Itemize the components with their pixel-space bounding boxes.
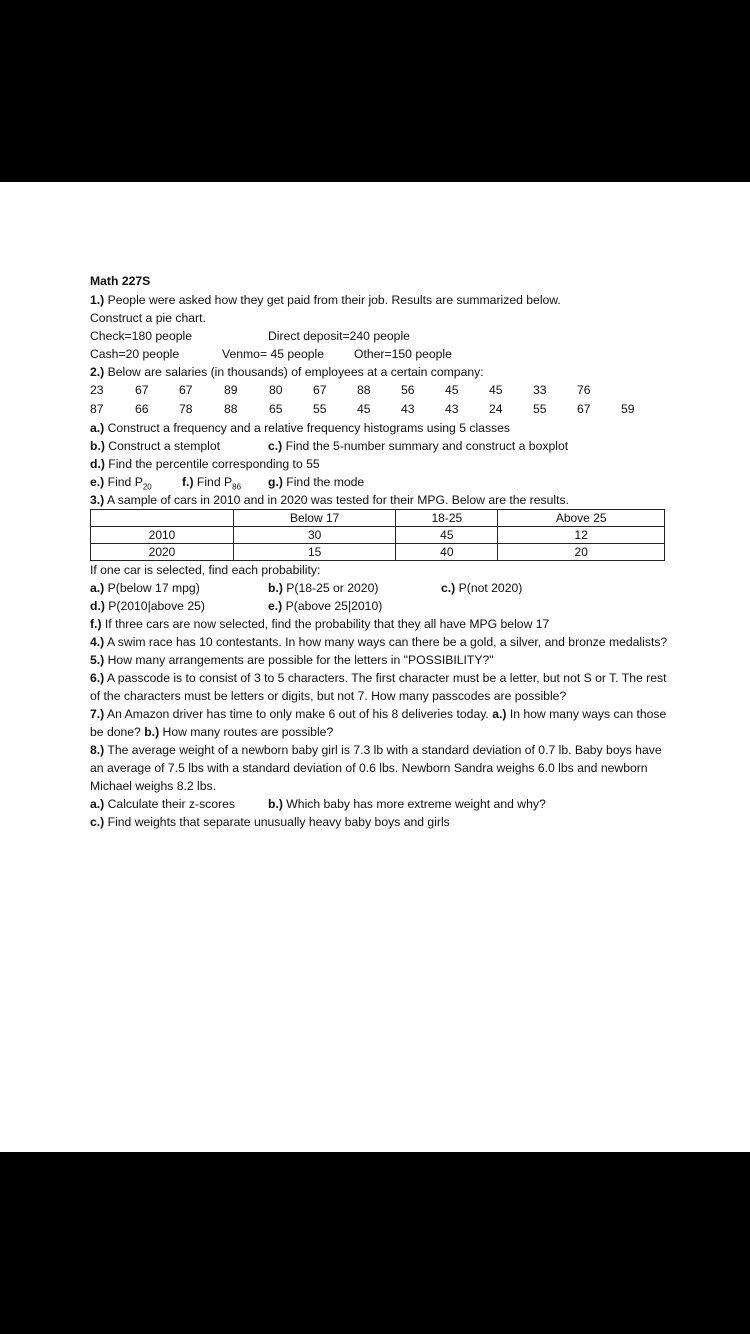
q2-part-bc: b.) Construct a stemplot c.) Find the 5-number summary and construct a boxplot xyxy=(90,439,569,453)
table-row-label: 2010 xyxy=(91,527,234,544)
salary-value: 43 xyxy=(401,402,415,416)
question-8: 8.) The average weight of a newborn baby girl is 7.3 lb with a standard deviation of 0.7 lb. Baby boys have an average of 7.5 lbs with a standard deviation of 0.6 lbs. Newborn Sandra weighs 6.0 lbs and newborn Michael weighs 8.2 lbs. xyxy=(90,743,662,793)
q1-text: People were asked how they get paid from their job. Results are summarized below. xyxy=(107,293,561,307)
q2-part-d: d.) Find the percentile corresponding to 55 xyxy=(90,457,320,471)
q3-text: A sample of cars in 2010 and in 2020 was tested for their MPG. Below are the results. xyxy=(106,493,569,507)
table-header-cell: Above 25 xyxy=(498,510,665,527)
q3-parts-de: d.) P(2010|above 25) e.) P(above 25|2010) xyxy=(90,599,383,613)
salary-value: 67 xyxy=(313,383,327,397)
salary-row-1 xyxy=(90,381,670,400)
salary-value: 67 xyxy=(577,402,591,416)
salary-value: 80 xyxy=(269,383,283,397)
question-3: 3.) A sample of cars in 2010 and in 2020 was tested for their MPG. Below are the results. xyxy=(90,493,569,507)
table-header-cell: 18-25 xyxy=(396,510,498,527)
table-cell: 45 xyxy=(396,527,498,544)
table-cell: 20 xyxy=(498,544,665,561)
table-cell: 12 xyxy=(498,527,665,544)
salary-value: 59 xyxy=(621,402,635,416)
salary-value: 45 xyxy=(445,383,459,397)
salary-value: 24 xyxy=(489,402,503,416)
worksheet-content xyxy=(90,272,670,831)
salary-value: 78 xyxy=(179,402,193,416)
q2-text: Below are salaries (in thousands) of employees at a certain company: xyxy=(107,365,484,379)
q1-cash: Cash=20 people xyxy=(90,347,180,361)
question-7: 7.) An Amazon driver has time to only make 6 out of his 8 deliveries today. a.) In how many ways can those be done? b.) How many routes are possible? xyxy=(90,707,667,739)
table-header-cell: Below 17 xyxy=(234,510,396,527)
question-4: 4.) A swim race has 10 contestants. In how many ways can there be a gold, a silver, and bronze medalists? xyxy=(90,635,668,649)
salary-value: 76 xyxy=(577,383,591,397)
salary-value: 45 xyxy=(489,383,503,397)
question-5: 5.) How many arrangements are possible for the letters in "POSSIBILITY?" xyxy=(90,653,494,667)
q3-part-f: f.) If three cars are now selected, find the probability that they all have MPG below 17 xyxy=(90,617,550,631)
salary-row-2 xyxy=(90,400,670,419)
q8-parts-ab: a.) Calculate their z-scores b.) Which baby has more extreme weight and why? xyxy=(90,797,546,811)
salary-value: 66 xyxy=(135,402,149,416)
table-row-label: 2020 xyxy=(91,544,234,561)
q2-part-efg: e.) Find $P_{20}$ f.) Find $P_{86}$ g.) Find the mode xyxy=(90,475,365,492)
question-1: 1.) People were asked how they get paid from their job. Results are summarized below. xyxy=(90,293,561,307)
salary-value: 88 xyxy=(357,383,371,397)
table-cell: 40 xyxy=(396,544,498,561)
salary-value: 43 xyxy=(445,402,459,416)
table-corner-cell xyxy=(91,510,234,527)
salary-value: 65 xyxy=(269,402,283,416)
page-title: Math 227S xyxy=(90,274,151,288)
table-row xyxy=(91,527,665,544)
q1-text2: Construct a pie chart. xyxy=(90,311,206,325)
table-header-row xyxy=(91,510,665,527)
q3-prompt: If one car is selected, find each probability: xyxy=(90,563,321,577)
q1-venmo: Venmo= 45 people xyxy=(222,347,324,361)
salary-value: 88 xyxy=(224,402,238,416)
table-cell: 30 xyxy=(234,527,396,544)
q1-other: Other=150 people xyxy=(354,347,452,361)
q8-part-c: c.) Find weights that separate unusually heavy baby boys and girls xyxy=(90,815,450,829)
q1-direct-deposit: Direct deposit=240 people xyxy=(268,329,410,343)
salary-value: 89 xyxy=(224,383,238,397)
salary-value: 56 xyxy=(401,383,415,397)
table-cell: 15 xyxy=(234,544,396,561)
salary-value: 67 xyxy=(135,383,149,397)
salary-value: 45 xyxy=(357,402,371,416)
q1-check: Check=180 people xyxy=(90,329,192,343)
salary-value: 87 xyxy=(90,402,104,416)
salary-value: 55 xyxy=(313,402,327,416)
worksheet-page xyxy=(0,182,750,1152)
q3-parts-abc: a.) P(below 17 mpg) b.) P(18-25 or 2020) c.) P(not 2020) xyxy=(90,581,523,595)
table-row xyxy=(91,544,665,561)
q2-part-a: a.) Construct a frequency and a relative frequency histograms using 5 classes xyxy=(90,421,511,435)
question-6: 6.) A passcode is to consist of 3 to 5 characters. The first character must be a letter, but not S or T. The rest of the characters must be letters or digits, but not 7. How many passcodes are possible? xyxy=(90,671,667,703)
mpg-table xyxy=(90,509,665,561)
salary-value: 67 xyxy=(179,383,193,397)
question-2: 2.) Below are salaries (in thousands) of employees at a certain company: xyxy=(90,365,484,379)
salary-value: 33 xyxy=(533,383,547,397)
salary-value: 55 xyxy=(533,402,547,416)
salary-value: 23 xyxy=(90,383,104,397)
